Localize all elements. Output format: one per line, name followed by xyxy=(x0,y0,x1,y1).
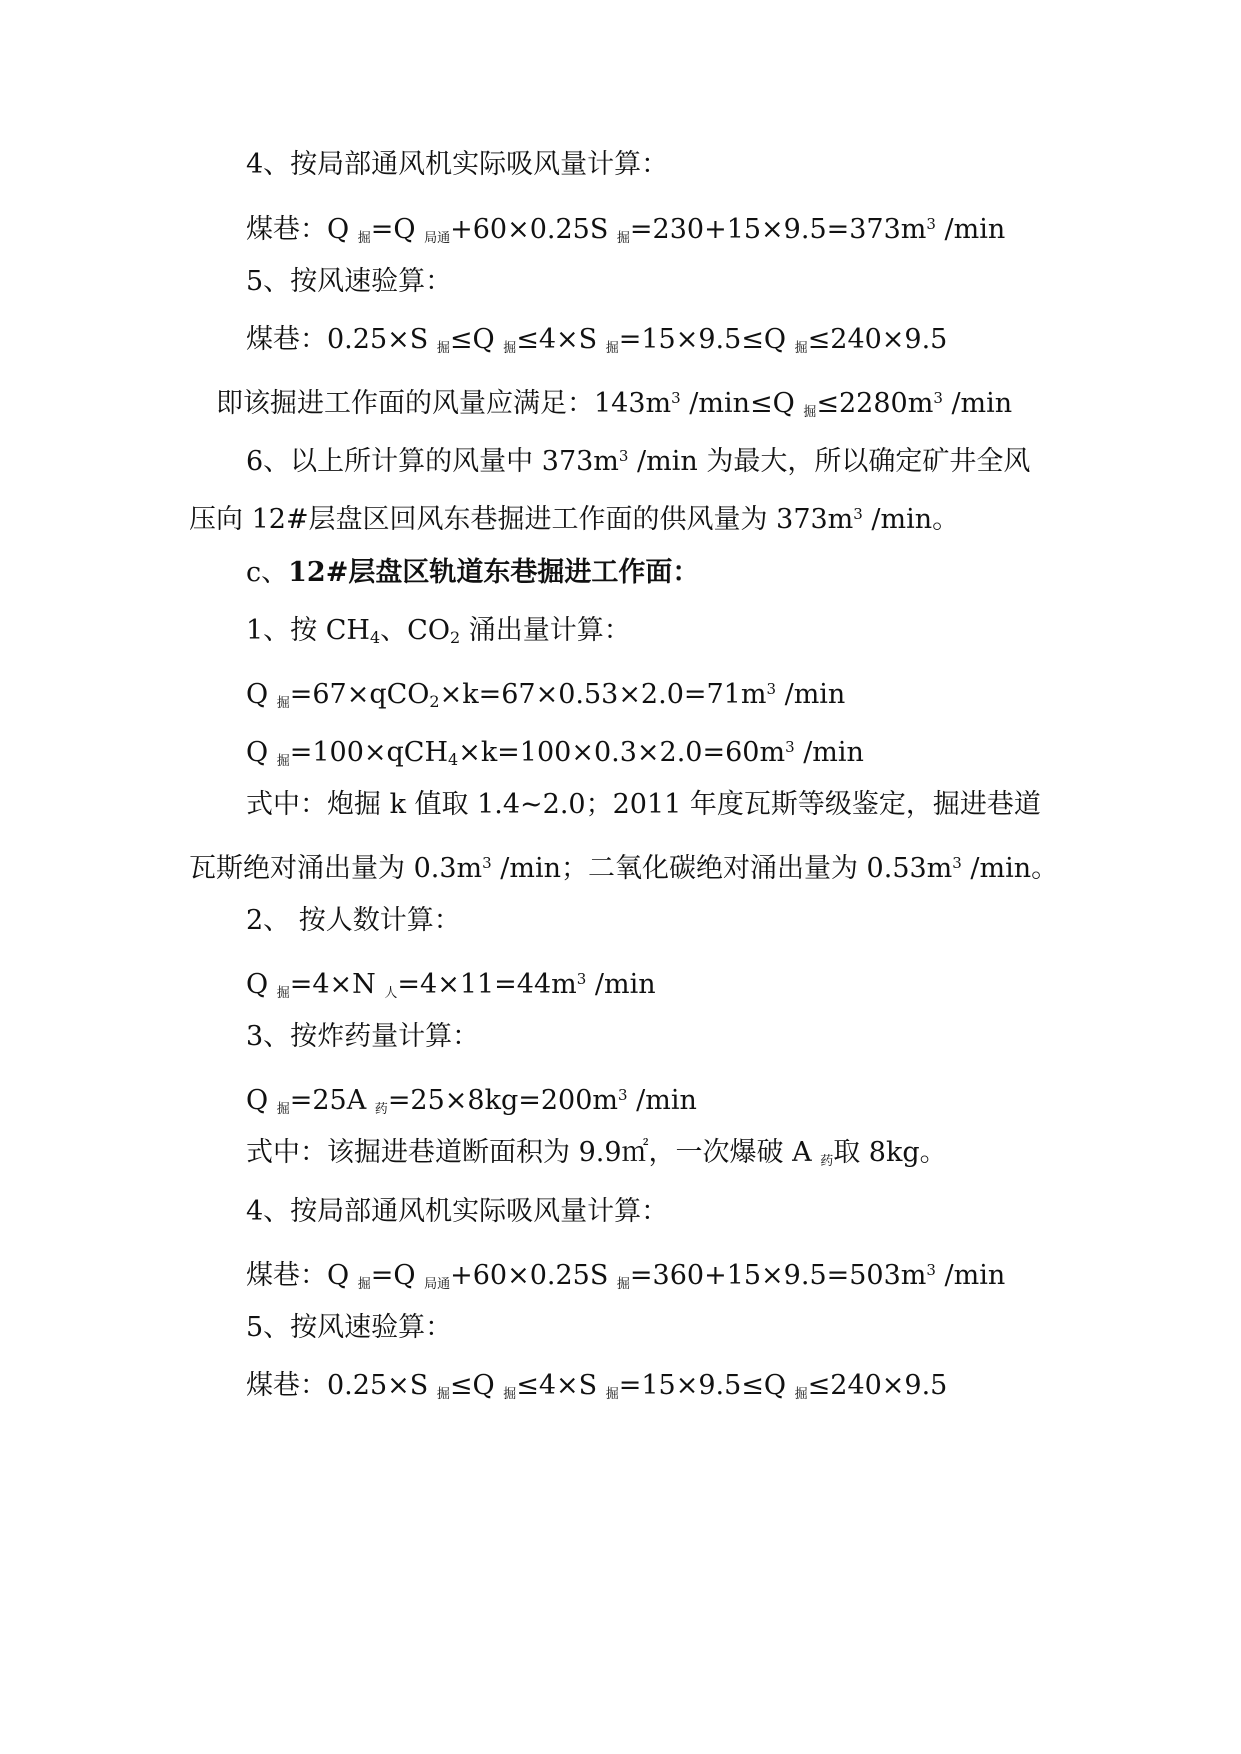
text-run: /min xyxy=(586,969,656,1000)
superscript: 3 xyxy=(926,215,936,233)
subscript: 掘 xyxy=(616,1277,630,1292)
text-run: ≤Q xyxy=(449,324,504,355)
wind-speed-inequality xyxy=(246,322,947,367)
text-run: =Q xyxy=(370,1260,425,1291)
text-run: /min。 xyxy=(862,504,960,535)
text-run: Q xyxy=(246,679,277,710)
text-run: 取 8kg。 xyxy=(833,1137,947,1168)
text-run: ≤2280m xyxy=(816,388,934,419)
section-c-heading xyxy=(246,555,699,591)
text-run: /min xyxy=(627,1085,697,1116)
superscript: 3 xyxy=(853,505,863,523)
text-run: 式中：炮掘 k 值取 1.4~2.0；2011 年度瓦斯等级鉴定，掘进巷道 xyxy=(246,789,1041,820)
text-run: 5、按风速验算： xyxy=(246,1312,453,1343)
text-run: 1、按 CH xyxy=(246,615,370,646)
text-run: Q xyxy=(246,737,277,768)
text-run: =Q xyxy=(370,214,425,245)
superscript: 3 xyxy=(926,1261,936,1279)
text-run: ×k=67×0.53×2.0=71m xyxy=(439,679,767,710)
text-run: 煤巷：0.25×S xyxy=(246,324,437,355)
subscript: 掘 xyxy=(436,341,450,356)
text-run: 5、按风速验算： xyxy=(246,266,453,297)
coal-roadway-fan-formula xyxy=(246,206,1005,257)
subscript: 药 xyxy=(374,1102,388,1117)
co2-formula xyxy=(246,671,845,722)
text-run: +60×0.25S xyxy=(450,1260,617,1291)
text-run: ≤240×9.5 xyxy=(807,1370,948,1401)
text-run: /min≤Q xyxy=(680,388,804,419)
wind-speed-inequality-2 xyxy=(246,1368,947,1413)
text-run: Q xyxy=(246,1085,277,1116)
step-3-explosive-heading xyxy=(246,1019,479,1055)
text-run: =360+15×9.5=503m xyxy=(629,1260,927,1291)
subscript: 掘 xyxy=(276,696,290,711)
text-run: 2、 按人数计算： xyxy=(246,905,461,936)
superscript: 3 xyxy=(766,680,777,698)
text-run: ≤240×9.5 xyxy=(807,324,948,355)
text-run: 即该掘进工作面的风量应满足：143m xyxy=(216,388,672,419)
subscript: 掘 xyxy=(605,341,619,356)
step-2-people-heading xyxy=(246,903,461,939)
subscript: 掘 xyxy=(357,1277,371,1292)
text-run: c、 xyxy=(246,557,289,588)
text-run: /min xyxy=(935,214,1006,245)
subscript: 局通 xyxy=(424,1277,451,1292)
text-run: =100×qCH xyxy=(289,737,449,768)
subscript: 掘 xyxy=(357,231,371,246)
text-run: /min 为最大，所以确定矿井全风 xyxy=(628,446,1031,477)
subscript: 2 xyxy=(449,628,461,647)
text-run: /min xyxy=(794,737,864,768)
text-run: =230+15×9.5=373m xyxy=(629,214,927,245)
people-formula xyxy=(246,961,656,1012)
gas-note-continued xyxy=(189,845,1058,887)
step-4-local-fan-heading-2 xyxy=(246,1194,668,1230)
subscript: 掘 xyxy=(276,1102,290,1117)
text-run: ≤Q xyxy=(449,1370,504,1401)
superscript: 3 xyxy=(933,389,943,407)
subscript: 人 xyxy=(384,986,398,1001)
text-run: 6、以上所计算的风量中 373m xyxy=(246,446,619,477)
subscript: 局通 xyxy=(424,231,451,246)
text-run: =67×qCO xyxy=(289,679,430,710)
text-run: 式中：该掘进巷道断面积为 9.9㎡，一次爆破 A xyxy=(246,1137,821,1168)
text-run: ≤4×S xyxy=(516,1370,606,1401)
subscript: 掘 xyxy=(794,1387,808,1402)
superscript: 3 xyxy=(785,738,795,756)
step-6-conclusion xyxy=(246,438,1030,480)
explosive-formula xyxy=(246,1077,697,1128)
text-run: 瓦斯绝对涌出量为 0.3m xyxy=(189,853,483,884)
text-run: =4×N xyxy=(289,969,385,1000)
text-run: =4×11=44m xyxy=(397,969,577,1000)
text-run: 煤巷：0.25×S xyxy=(246,1370,437,1401)
subscript: 掘 xyxy=(436,1387,450,1402)
superscript: 3 xyxy=(671,389,681,407)
text-run: 煤巷：Q xyxy=(246,214,358,245)
subscript: 掘 xyxy=(276,986,290,1001)
step-5-wind-speed-heading-2 xyxy=(246,1310,452,1346)
gas-note xyxy=(246,787,1041,823)
text-run: +60×0.25S xyxy=(450,214,617,245)
text-run: =15×9.5≤Q xyxy=(618,324,795,355)
text-run: 、CO xyxy=(380,615,450,646)
text-run: 3、按炸药量计算： xyxy=(246,1021,480,1052)
superscript: 3 xyxy=(618,1086,628,1104)
superscript: 3 xyxy=(618,447,629,465)
text-run: 12#层盘区轨道东巷掘进工作面： xyxy=(288,557,700,588)
text-run: /min xyxy=(942,388,1013,419)
coal-roadway-fan-formula-2 xyxy=(246,1252,1005,1303)
superscript: 3 xyxy=(482,854,492,872)
text-run: =25A xyxy=(289,1085,375,1116)
ch4-formula xyxy=(246,729,864,780)
subscript: 掘 xyxy=(803,405,817,420)
text-run: 压向 12#层盘区回风东巷掘进工作面的供风量为 373m xyxy=(189,504,854,535)
text-run: 涌出量计算： xyxy=(460,615,631,646)
subscript: 掘 xyxy=(794,341,808,356)
text-run: Q xyxy=(246,969,277,1000)
text-run: /min xyxy=(776,679,846,710)
subscript: 掘 xyxy=(503,1387,517,1402)
superscript: 3 xyxy=(576,970,587,988)
text-run: ≤4×S xyxy=(516,324,606,355)
subscript: 掘 xyxy=(605,1387,619,1402)
text-run: 煤巷：Q xyxy=(246,1260,358,1291)
explosive-note xyxy=(246,1135,947,1180)
subscript: 药 xyxy=(820,1154,834,1169)
subscript: 掘 xyxy=(276,754,290,769)
step-5-wind-speed-heading xyxy=(246,264,452,300)
step-1-gas-heading xyxy=(246,613,631,656)
text-run: 4、按局部通风机实际吸风量计算： xyxy=(246,149,669,180)
step-4-local-fan-heading xyxy=(246,147,668,183)
superscript: 3 xyxy=(952,854,962,872)
step-6-conclusion-continued xyxy=(189,496,959,538)
text-run: =15×9.5≤Q xyxy=(618,1370,795,1401)
airflow-range-statement xyxy=(216,380,1012,431)
subscript: 4 xyxy=(448,750,459,769)
text-run: 4、按局部通风机实际吸风量计算： xyxy=(246,1196,669,1227)
subscript: 4 xyxy=(369,628,381,647)
subscript: 2 xyxy=(429,692,440,711)
text-run: =25×8kg=200m xyxy=(387,1085,618,1116)
text-run: /min。 xyxy=(961,853,1059,884)
text-run: /min xyxy=(935,1260,1006,1291)
text-run: ×k=100×0.3×2.0=60m xyxy=(458,737,786,768)
subscript: 掘 xyxy=(503,341,517,356)
text-run: /min；二氧化碳绝对涌出量为 0.53m xyxy=(491,853,953,884)
subscript: 掘 xyxy=(616,231,630,246)
